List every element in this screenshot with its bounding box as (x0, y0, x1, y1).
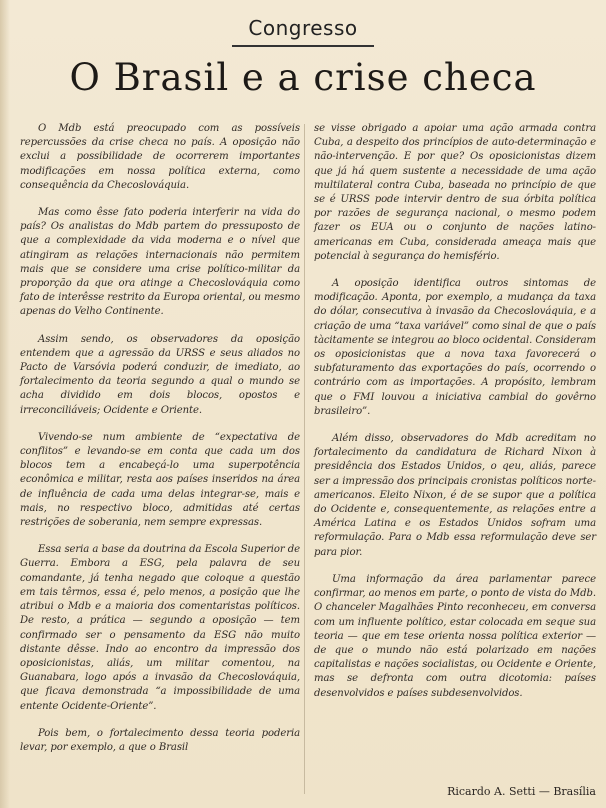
paragraph: Pois bem, o fortalecimento dessa teoria poderia levar, por exemplo, a que o Brasil (20, 727, 300, 753)
paragraph: Além disso, observadores do Mdb acreditam no fortalecimento da candidatura de Richard Nixon à presidência dos Estados Unidos, o qeu, aliás, parece ser a impressão dos principais cronistas políticos norte-americanos. Eleito Nixon, é de se supor que a política do Ocidente e, consequentemente, as relações entre a América Latina e os Estados Unidos sofram uma reformulação. Para o Mdb essa reformulação deve ser para pior. (314, 433, 596, 558)
paragraph: Assim sendo, os observadores da oposição entendem que a agressão da URSS e seus aliados no Pacto de Varsóvia poderá conduzir, de imediato, ao fortalecimento da teoria segundo a qual o mundo se acha dividido em dois blocos, opostos e irreconciliáveis; Ocidente e Oriente. (20, 333, 300, 416)
article-headline: O Brasil e a crise checa (69, 56, 537, 99)
paragraph: se visse obrigado a apoiar uma ação armada contra Cuba, a despeito dos princípios de auto-determinação e não-intervenção. E por que? Os oposicionistas dizem que já há quem sustente a necessidade de uma ação multilateral contra Cuba, baseada no princípio de que se é URSS pode intervir dentro de sua órbita política por razões de segurança nacional, o mesmo podem fazer os EUA ou o conjunto de nações latino-americanas em Cuba, considerada ameaça mais que potencial à segurança do hemisfério. (314, 123, 596, 262)
column-divider (304, 124, 305, 794)
paragraph: Uma informação da área parlamentar parece confirmar, ao menos em parte, o ponto de vista do Mdb. O chanceler Magalhães Pinto reconheceu, em conversa com um influente político, estar colocada em seque sua teoria — que em tese orienta nossa política exterior — de que o mundo não está polarizado em nações capitalistas e nações socialistas, ou Ocidente e Oriente, mas se defronta com outra dicotomia: países desenvolvidos e países subdesenvolvidos. (314, 573, 596, 699)
section-underline (232, 45, 374, 47)
paragraph: Essa seria a base da doutrina da Escola Superior de Guerra. Embora a ESG, pela palavra de seu comandante, já tenha negado que coloque a questão em tais têrmos, essa é, pelo menos, a posição que lhe atribui o Mdb e a maioria dos comentaristas políticos. De resto, a prática — segundo a oposição — tem confirmado ser o pensamento da ESG não muito distante dêsse. Indo ao encontro da impressão dos oposicionistas, aliás, um militar comentou, na Guanabara, logo após a invasão da Checoslováquia, que ficava demonstrada “a impossibilidade de uma entente Ocidente-Oriente”. (20, 544, 300, 712)
paragraph: Mas como êsse fato poderia interferir na vida do país? Os analistas do Mdb partem do pressuposto de que a complexidade da vida moderna e o nível que atingiram as relações internacionais não permitem mais que se considere uma crise político-militar da proporção da que ora atinge a Checoslováquia como fato de interêsse restrito da Europa oriental, ou mesmo apenas do Velho Continente. (20, 207, 300, 318)
left-column (20, 122, 300, 768)
paragraph: A oposição identifica outros sintomas de modificação. Aponta, por exemplo, a mudança da taxa do dólar, consecutiva à invasão da Checoslováquia, e a criação de uma “taxa variável” como sinal de que o país tàcitamente se integrou ao bloco ocidental. Consideram os oposicionistas que a nova taxa favorecerá o subfaturamento das exportações do país, ocorrendo o contrário com as importações. A propósito, lembram que o FMI louvou a iniciativa cambial do govêrno brasileiro”. (314, 278, 596, 417)
section-label-text: Congresso (248, 16, 358, 40)
right-column (314, 122, 596, 714)
paragraph: O Mdb está preocupado com as possíveis repercussões da crise checa no país. A oposição não exclui a possibilidade de ocorrerem importantes modificações em nossa política externa, como consequência da Checoslováquia. (20, 123, 300, 191)
byline: Ricardo A. Setti — Brasília (447, 785, 596, 798)
paragraph: Vivendo-se num ambiente de “expectativa de conflitos” e levando-se em conta que cada um dos blocos tem a encabeçá-lo uma superpotência econômica e militar, resta aos países inseridos na área de influência de cada uma delas integrar-se, mais e mais, no respectivo bloco, admitidas até certas restrições de soberania, nem sempre expressas. (20, 431, 300, 529)
section-label (0, 14, 606, 42)
paper-edge (0, 0, 10, 808)
